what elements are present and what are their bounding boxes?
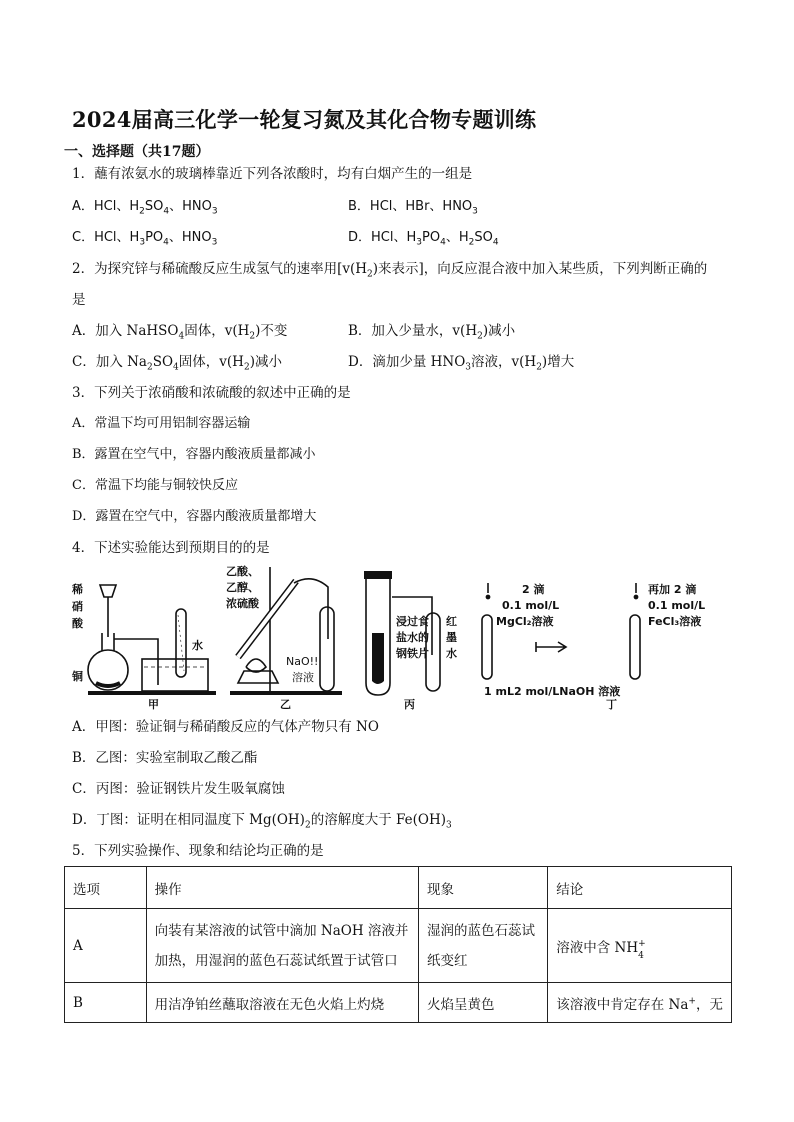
section-heading: 一、选择题（共17题） bbox=[64, 144, 210, 160]
row-b-phenomenon: 火焰呈黄色 bbox=[419, 983, 548, 1023]
ding-label-b1: 再加 2 滴 bbox=[648, 583, 697, 596]
q4-option-c: C．丙图：验证钢铁片发生吸氧腐蚀 bbox=[72, 781, 285, 797]
q2-option-c: C．加入 $Na_2SO_4$固体，$v(H_2)$减小 bbox=[72, 354, 282, 373]
row-b-option: B bbox=[65, 983, 147, 1023]
header-cell-conclusion: 结论 bbox=[548, 867, 732, 909]
q4-option-a: A．甲图：验证铜与稀硝酸反应的气体产物只有 NO bbox=[72, 719, 379, 735]
row-b-operation: 用洁净铂丝蘸取溶液在无色火焰上灼烧 bbox=[146, 983, 418, 1023]
row-b-conclusion: 该溶液中肯定存在 Na+，无 bbox=[548, 983, 732, 1023]
flame bbox=[246, 659, 266, 672]
bing-label-1: 浸过食 bbox=[396, 615, 429, 628]
ding-label-a2: 0.1 mol/L bbox=[502, 599, 560, 612]
q2-option-b: B．加入少量水，$v(H_2)$减小 bbox=[348, 323, 516, 342]
ding-label-a3: MgCl₂溶液 bbox=[496, 615, 554, 628]
apparatus-jia bbox=[71, 582, 216, 711]
delivery-tube bbox=[114, 639, 158, 685]
ding-tube-right bbox=[630, 615, 640, 679]
ding-label-a1: 2 滴 bbox=[522, 583, 545, 596]
experiment-figure bbox=[70, 563, 730, 711]
ding-label-bottom: 1 mL2 mol/LNaOH 溶液 bbox=[484, 685, 621, 698]
yi-label-1: 乙酸、 bbox=[226, 565, 259, 578]
table-row bbox=[65, 983, 732, 1023]
q1-stem: 1．蘸有浓氨水的玻璃棒靠近下列各浓酸时，均有白烟产生的一组是 bbox=[72, 166, 473, 182]
jia-label-1: 稀 bbox=[72, 583, 83, 596]
bing-caption: 丙 bbox=[404, 698, 415, 711]
row-a-option: A bbox=[65, 909, 147, 983]
yi-caption: 乙 bbox=[280, 698, 291, 711]
dropping-funnel bbox=[100, 585, 116, 597]
row-a-operation: 向装有某溶液的试管中滴加 NaOH 溶液并 加热，用湿润的蓝色石蕊试纸置于试管口 bbox=[146, 909, 418, 983]
header-cell-option: 选项 bbox=[65, 867, 147, 909]
q3-option-a: A．常温下均可用铝制容器运输 bbox=[72, 416, 251, 431]
receiving-tube bbox=[320, 607, 334, 691]
ding-caption: 丁 bbox=[606, 698, 617, 711]
q1-option-b: B．HCl、HBr、$HNO_3$ bbox=[348, 199, 478, 217]
jia-label-cu: 铜 bbox=[72, 670, 83, 683]
q4-option-b: B．乙图：实验室制取乙酸乙酯 bbox=[72, 750, 258, 766]
bing-label-r2: 墨 bbox=[446, 631, 457, 644]
steel-strip bbox=[372, 633, 384, 684]
q3-option-b: B．露置在空气中，容器内酸液质量都减小 bbox=[72, 447, 316, 462]
yi-label-2: 乙醇、 bbox=[226, 581, 259, 594]
row-a-phenomenon: 湿润的蓝色石蕊试 纸变红 bbox=[419, 909, 548, 983]
apparatus-yi bbox=[226, 564, 342, 711]
jia-label-2: 硝 bbox=[72, 600, 83, 613]
table-header-row bbox=[65, 867, 732, 909]
q2-option-d: D．滴加少量 $HNO_3$溶液，$v(H_2)$增大 bbox=[348, 354, 575, 373]
jia-label-water: 水 bbox=[192, 639, 203, 652]
ding-label-b3: FeCl₃溶液 bbox=[648, 615, 702, 628]
q3-option-d: D．露置在空气中，容器内酸液质量都增大 bbox=[72, 509, 317, 524]
bing-label-r1: 红 bbox=[446, 615, 457, 628]
row-a-conclusion: 溶液中含 NH + 4 bbox=[548, 909, 732, 983]
yi-label-naoh-1: NaO!! bbox=[286, 655, 319, 668]
apparatus-bing bbox=[364, 571, 457, 711]
q5-table bbox=[64, 866, 732, 1023]
q1-option-d: D．HCl、$H_3PO_4$、$H_2SO_4$ bbox=[348, 230, 499, 248]
burner bbox=[238, 671, 278, 683]
q2-stem-cont: 是 bbox=[72, 292, 86, 308]
q4-option-d: D．丁图：证明在相同温度下 $Mg(OH)_2$的溶解度大于 $Fe(OH)_3$ bbox=[72, 812, 452, 831]
apparatus-ding bbox=[482, 582, 705, 711]
jia-label-3: 酸 bbox=[72, 617, 83, 630]
q1-option-c: C．HCl、$H_3PO_4$、$HNO_3$ bbox=[72, 230, 218, 248]
bing-label-r3: 水 bbox=[446, 647, 457, 660]
q1-option-a: A．HCl、$H_2SO_4$、$HNO_3$ bbox=[72, 199, 218, 217]
arrow-icon bbox=[536, 642, 566, 652]
header-cell-phenomenon: 现象 bbox=[419, 867, 548, 909]
ding-tube-left bbox=[482, 615, 492, 679]
yi-label-naoh-2: 溶液 bbox=[292, 671, 314, 684]
page-title: 2024届高三化学一轮复习氮及其化合物专题训练 bbox=[72, 107, 537, 132]
q2-option-a: A．加入 NaHSO$_4$固体，$v(H_2)$不变 bbox=[72, 323, 288, 342]
jia-caption: 甲 bbox=[148, 698, 159, 711]
q2-stem: 2．为探究锌与稀硫酸反应生成氢气的速率用[$v(H_2)$来表示]，向反应混合液中加入某些质，下列判断正确的 bbox=[72, 261, 708, 280]
q3-option-c: C．常温下均能与铜较快反应 bbox=[72, 478, 238, 493]
q4-stem: 4．下述实验能达到预期目的的是 bbox=[72, 540, 270, 556]
yi-label-3: 浓硫酸 bbox=[226, 597, 259, 610]
table-row bbox=[65, 909, 732, 983]
bing-label-3: 钢铁片 bbox=[396, 647, 429, 660]
water-trough bbox=[142, 659, 208, 691]
ding-label-b2: 0.1 mol/L bbox=[648, 599, 706, 612]
q5-stem: 5．下列实验操作、现象和结论均正确的是 bbox=[72, 843, 324, 859]
header-cell-operation: 操作 bbox=[146, 867, 418, 909]
q3-stem: 3．下列关于浓硝酸和浓硫酸的叙述中正确的是 bbox=[72, 385, 351, 401]
bing-label-2: 盐水的 bbox=[396, 631, 429, 644]
